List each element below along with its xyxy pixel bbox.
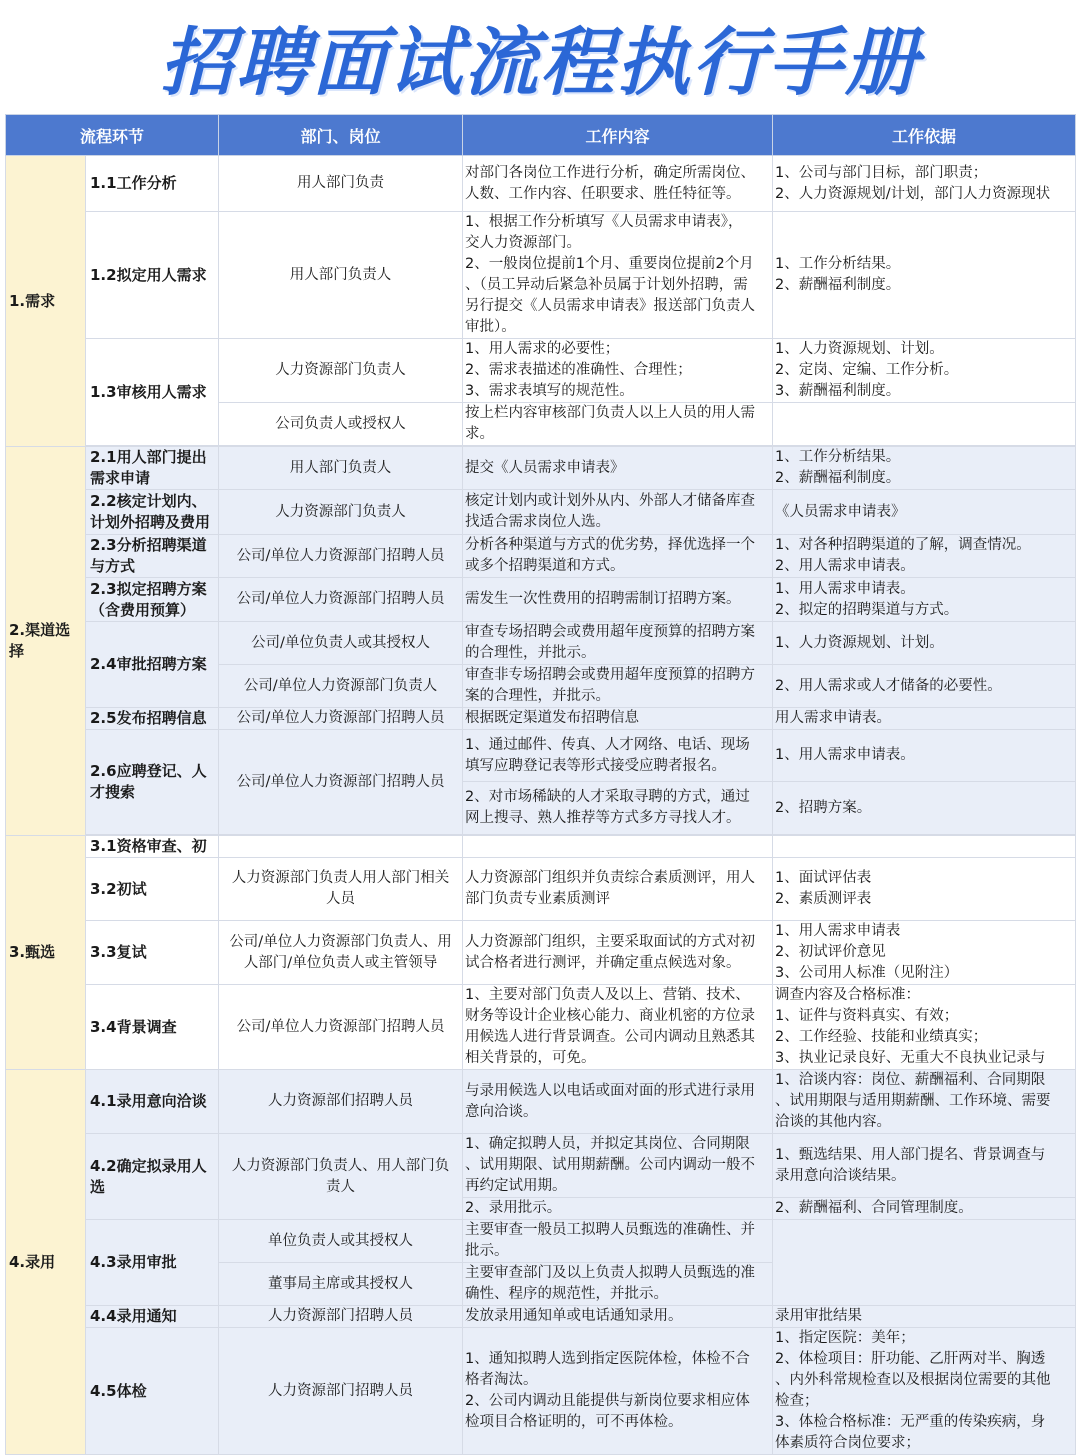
dept-cell: 用人部门负责人 <box>219 447 463 490</box>
step-cell: 4.2确定拟录用人 选 <box>86 1134 219 1220</box>
content-cell: 2、录用批示。 <box>463 1198 773 1220</box>
table-row <box>6 836 1076 858</box>
basis-cell <box>773 836 1076 858</box>
header-work-basis: 工作依据 <box>773 115 1076 156</box>
table-row <box>6 1134 1076 1198</box>
header-department: 部门、岗位 <box>219 115 463 156</box>
basis-cell: 2、用人需求或人才储备的必要性。 <box>773 665 1076 708</box>
table-row <box>6 708 1076 730</box>
dept-cell: 公司/单位人力资源部门招聘人员 <box>219 535 463 578</box>
content-cell: 与录用候选人以电话或面对面的形式进行录用 意向洽谈。 <box>463 1070 773 1134</box>
content-cell: 根据既定渠道发布招聘信息 <box>463 708 773 730</box>
dept-cell: 人力资源部门招聘人员 <box>219 1328 463 1455</box>
table-header-row <box>6 115 1076 156</box>
step-cell: 2.5发布招聘信息 <box>86 708 219 730</box>
basis-cell: 1、用人需求申请表 2、初试评价意见 3、公司用人标准（见附注） <box>773 921 1076 985</box>
step-cell: 1.1工作分析 <box>86 156 219 212</box>
table-row <box>6 339 1076 403</box>
basis-cell: 1、公司与部门目标，部门职责； 2、人力资源规划/计划，部门人力资源现状 <box>773 156 1076 212</box>
dept-cell: 人力资源部门招聘人员 <box>219 1306 463 1328</box>
table-row <box>6 490 1076 535</box>
table-row <box>6 447 1076 490</box>
basis-cell <box>773 1220 1076 1306</box>
dept-cell: 公司/单位人力资源部门招聘人员 <box>219 730 463 835</box>
dept-cell: 公司/单位人力资源部门负责人、用 人部门/单位负责人或主管领导 <box>219 921 463 985</box>
step-cell: 3.4背景调查 <box>86 985 219 1070</box>
table-row <box>6 535 1076 578</box>
basis-cell: 1、面试评估表 2、素质测评表 <box>773 858 1076 921</box>
stage-cell: 4.录用 <box>6 1070 86 1455</box>
step-cell: 3.1资格审查、初 <box>86 836 219 858</box>
dept-cell: 人力资源部门负责人用人部门相关 人员 <box>219 858 463 921</box>
basis-cell: 1、用人需求申请表。 2、拟定的招聘渠道与方式。 <box>773 578 1076 622</box>
basis-cell: 录用审批结果 <box>773 1306 1076 1328</box>
step-cell: 2.2核定计划内、 计划外招聘及费用 <box>86 490 219 535</box>
basis-cell: 1、工作分析结果。 2、薪酬福利制度。 <box>773 447 1076 490</box>
basis-cell: 《人员需求申请表》 <box>773 490 1076 535</box>
basis-cell: 用人需求申请表。 <box>773 708 1076 730</box>
table-row <box>6 985 1076 1070</box>
stage-cell: 3.甄选 <box>6 836 86 1070</box>
basis-cell: 1、工作分析结果。 2、薪酬福利制度。 <box>773 212 1076 339</box>
content-cell: 主要审查部门及以上负责人拟聘人员甄选的准 确性、程序的规范性，并批示。 <box>463 1263 773 1306</box>
content-cell: 主要审查一般员工拟聘人员甄选的准确性、并 批示。 <box>463 1220 773 1263</box>
step-cell: 1.2拟定用人需求 <box>86 212 219 339</box>
step-cell: 2.1用人部门提出 需求申请 <box>86 447 219 490</box>
content-cell: 需发生一次性费用的招聘需制订招聘方案。 <box>463 578 773 622</box>
dept-cell: 公司/单位人力资源部门招聘人员 <box>219 578 463 622</box>
basis-cell <box>773 403 1076 446</box>
step-cell: 2.3分析招聘渠道 与方式 <box>86 535 219 578</box>
content-cell: 人力资源部门组织并负责综合素质测评，用人 部门负责专业素质测评 <box>463 858 773 921</box>
basis-cell: 2、薪酬福利、合同管理制度。 <box>773 1198 1076 1220</box>
content-cell <box>463 836 773 858</box>
table-row <box>6 212 1076 339</box>
dept-cell: 公司/单位人力资源部门招聘人员 <box>219 708 463 730</box>
header-work-content: 工作内容 <box>463 115 773 156</box>
table-row <box>6 921 1076 985</box>
header-process-step: 流程环节 <box>6 115 219 156</box>
content-cell: 审查非专场招聘会或费用超年度预算的招聘方 案的合理性，并批示。 <box>463 665 773 708</box>
basis-cell: 1、用人需求申请表。 <box>773 730 1076 782</box>
step-cell: 4.1录用意向洽谈 <box>86 1070 219 1134</box>
basis-cell: 1、甄选结果、用人部门提名、背景调查与 录用意向洽谈结果。 <box>773 1134 1076 1198</box>
content-cell: 按上栏内容审核部门负责人以上人员的用人需 求。 <box>463 403 773 446</box>
step-cell: 2.6应聘登记、人 才搜索 <box>86 730 219 835</box>
basis-cell: 1、指定医院：美年； 2、体检项目：肝功能、乙肝两对半、胸透 、内外科常规检查以及根据岗位需要的其他 检查； 3、体检合格标准：无严重的传染疾病，身 体素质符合岗位要求； <box>773 1328 1076 1455</box>
dept-cell: 人力资源部们招聘人员 <box>219 1070 463 1134</box>
dept-cell: 公司/单位负责人或其授权人 <box>219 622 463 665</box>
step-cell: 1.3审核用人需求 <box>86 339 219 446</box>
content-cell: 核定计划内或计划外从内、外部人才储备库查 找适合需求岗位人选。 <box>463 490 773 535</box>
dept-cell: 人力资源部门负责人、用人部门负 责人 <box>219 1134 463 1220</box>
basis-cell: 调查内容及合格标准： 1、证件与资料真实、有效； 2、工作经验、技能和业绩真实； 3、执业记录良好、无重大不良执业记录与 <box>773 985 1076 1070</box>
dept-cell: 公司/单位人力资源部门负责人 <box>219 665 463 708</box>
content-cell: 2、对市场稀缺的人才采取寻聘的方式，通过 网上搜寻、熟人推荐等方式多方寻找人才。 <box>463 782 773 835</box>
step-cell: 4.5体检 <box>86 1328 219 1455</box>
dept-cell: 人力资源部门负责人 <box>219 490 463 535</box>
page-title: 招聘面试流程执行手册 <box>160 20 920 106</box>
content-cell: 分析各种渠道与方式的优劣势，择优选择一个 或多个招聘渠道和方式。 <box>463 535 773 578</box>
basis-cell: 1、洽谈内容：岗位、薪酬福利、合同期限 、试用期限与适用期薪酬、工作环境、需要 洽谈的其他内容。 <box>773 1070 1076 1134</box>
basis-cell: 1、人力资源规划、计划。 <box>773 622 1076 665</box>
table-row <box>6 1070 1076 1134</box>
table-row <box>6 1306 1076 1328</box>
step-cell: 2.3拟定招聘方案 （含费用预算） <box>86 578 219 622</box>
content-cell: 提交《人员需求申请表》 <box>463 447 773 490</box>
step-cell: 4.4录用通知 <box>86 1306 219 1328</box>
table-row <box>6 730 1076 782</box>
content-cell: 人力资源部门组织，主要采取面试的方式对初 试合格者进行测评，并确定重点候选对象。 <box>463 921 773 985</box>
content-cell: 1、用人需求的必要性； 2、需求表描述的准确性、合理性； 3、需求表填写的规范性。 <box>463 339 773 403</box>
content-cell: 1、通过邮件、传真、人才网络、电话、现场 填写应聘登记表等形式接受应聘者报名。 <box>463 730 773 782</box>
table-row <box>6 1328 1076 1455</box>
basis-cell: 1、人力资源规划、计划。 2、定岗、定编、工作分析。 3、薪酬福利制度。 <box>773 339 1076 403</box>
step-cell: 3.2初试 <box>86 858 219 921</box>
content-cell: 发放录用通知单或电话通知录用。 <box>463 1306 773 1328</box>
dept-cell: 用人部门负责 <box>219 156 463 212</box>
table-row <box>6 156 1076 212</box>
dept-cell: 董事局主席或其授权人 <box>219 1263 463 1306</box>
step-cell: 3.3复试 <box>86 921 219 985</box>
step-cell: 4.3录用审批 <box>86 1220 219 1306</box>
content-cell: 1、确定拟聘人员，并拟定其岗位、合同期限 、试用期限、试用期薪酬。公司内调动一般不 再约定试用期。 <box>463 1134 773 1198</box>
content-cell: 1、通知拟聘人选到指定医院体检，体检不合 格者淘汰。 2、公司内调动且能提供与新岗位要求相应体 检项目合格证明的，可不再体检。 <box>463 1328 773 1455</box>
content-cell: 审查专场招聘会或费用超年度预算的招聘方案 的合理性，并批示。 <box>463 622 773 665</box>
content-cell: 对部门各岗位工作进行分析，确定所需岗位、 人数、工作内容、任职要求、胜任特征等。 <box>463 156 773 212</box>
dept-cell: 公司/单位人力资源部门招聘人员 <box>219 985 463 1070</box>
dept-cell <box>219 836 463 858</box>
basis-cell: 2、招聘方案。 <box>773 782 1076 835</box>
content-cell: 1、主要对部门负责人及以上、营销、技术、 财务等设计企业核心能力、商业机密的方位录 用候选人进行背景调查。公司内调动且熟悉其 相关背景的，可免。 <box>463 985 773 1070</box>
stage-cell: 2.渠道选择 <box>6 447 86 836</box>
content-cell: 1、根据工作分析填写《人员需求申请表》， 交人力资源部门。 2、一般岗位提前1个月、重要岗位提前2个月 、（员工异动后紧急补员属于计划外招聘，需 另行提交《人员需求申请表》报送部门负责人 审批）。 <box>463 212 773 339</box>
stage-cell: 1.需求 <box>6 156 86 447</box>
table-row <box>6 578 1076 622</box>
dept-cell: 公司负责人或授权人 <box>219 403 463 446</box>
process-table <box>5 114 1076 1455</box>
table-row <box>6 622 1076 665</box>
dept-cell: 人力资源部门负责人 <box>219 339 463 403</box>
table-row <box>6 858 1076 921</box>
dept-cell: 单位负责人或其授权人 <box>219 1220 463 1263</box>
dept-cell: 用人部门负责人 <box>219 212 463 339</box>
basis-cell: 1、对各种招聘渠道的了解，调查情况。 2、用人需求申请表。 <box>773 535 1076 578</box>
step-cell: 2.4审批招聘方案 <box>86 622 219 708</box>
table-row <box>6 1220 1076 1263</box>
